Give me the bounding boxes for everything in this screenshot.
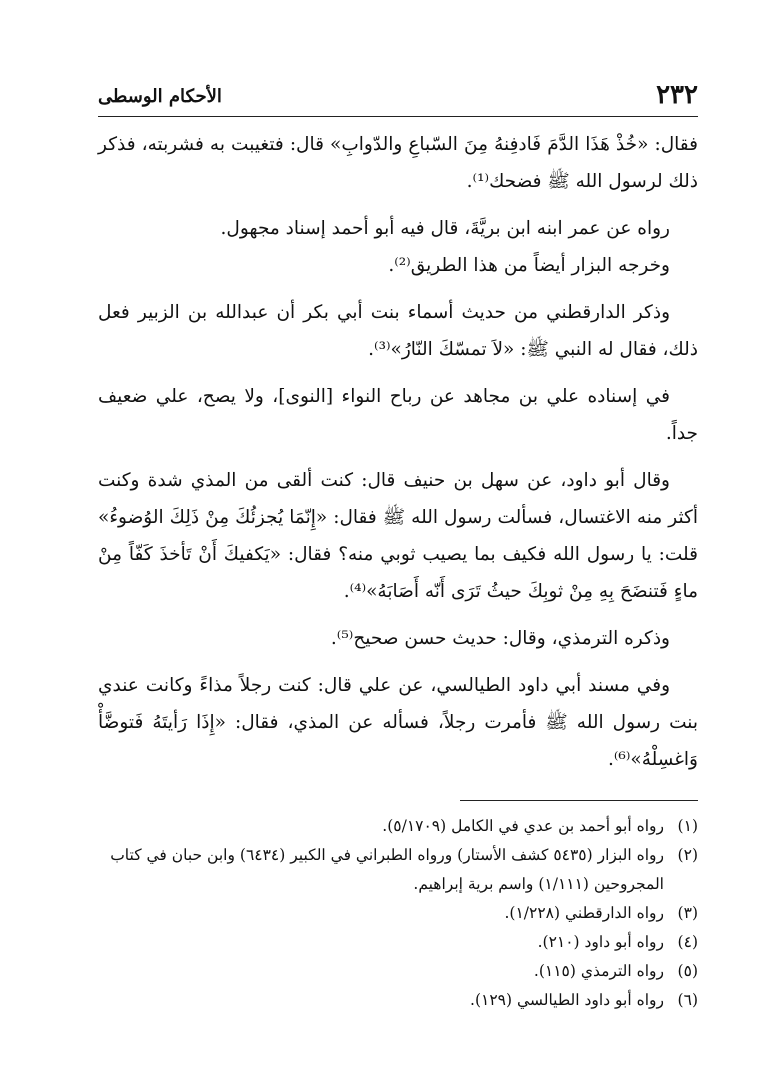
paragraph: وفي مسند أبي داود الطيالسي، عن علي قال: كنت رجلاً مذاءً وكانت عندي بنت رسول الله ﷺ فأمرت رجلاً، فسأله عن المذي، فقال: «إِذَا رَأيتَهُ فَتوضَّأْ وَاغسِلْهُ»⁽⁶⁾. xyxy=(98,675,698,770)
paragraph: وقال أبو داود، عن سهل بن حنيف قال: كنت ألقى من المذي شدة وكنت أكثر منه الاغتسال، فسألت رسول الله ﷺ فقال: «إِنّمَا يُجزئُكَ مِنْ ذَلِكَ الوُضوءُ» قلت: يا رسول الله فكيف بما يصيب ثوبي منه؟ فقال: «يَكفيكَ أَنْ تَأخذَ كَفّاً مِنْ ماءٍ فَتنضَحَ بِهِ مِنْ ثوبِكَ حيثُ تَرَى أَنّه أَصَابَهُ»⁽⁴⁾. xyxy=(98,470,698,602)
footnote-divider xyxy=(460,800,698,801)
paragraph: وذكره الترمذي، وقال: حديث حسن صحيح⁽⁵⁾. xyxy=(330,628,670,649)
footnote-text: رواه أبو داود (٢١٠). xyxy=(537,933,664,951)
paragraph: وذكر الدارقطني من حديث أسماء بنت أبي بكر أن عبدالله بن الزبير فعل ذلك، فقال له النبي ﷺ: «لاَ تمسّكَ النّارُ»⁽³⁾. xyxy=(98,302,698,360)
book-title: الأحكام الوسطى xyxy=(98,86,222,107)
footnote-number: (٢) xyxy=(677,846,698,864)
footnote-item xyxy=(98,812,698,841)
footnote-item xyxy=(98,986,698,1015)
footnote-text: رواه الدارقطني (١/٢٢٨). xyxy=(504,904,664,922)
paragraph: فقال: «خُذْ هَذَا الدَّمَ فَادفِنهُ مِنَ السّباعِ والدّوابِ» قال: فتغيبت به فشربته، فذكر ذلك لرسول الله ﷺ فضحك⁽¹⁾. xyxy=(98,134,698,192)
footnote-number: (٣) xyxy=(677,904,698,922)
footnotes xyxy=(98,812,698,1015)
footnote-number: (٦) xyxy=(677,991,698,1009)
main-text xyxy=(98,126,698,788)
paragraph: في إسناده علي بن مجاهد عن رباح النواء [النوى]، ولا يصح، علي ضعيف جداً. xyxy=(98,386,698,444)
footnote-item xyxy=(98,928,698,957)
footnote-text: رواه الترمذي (١١٥). xyxy=(533,962,664,980)
footnote-text: رواه البزار (٥٤٣٥ كشف الأستار) ورواه الطبراني في الكبير (٦٤٣٤) وابن حبان في كتاب المجروحين (١/١١١) واسم برية إبراهيم. xyxy=(110,846,664,893)
footnote-number: (١) xyxy=(677,817,698,835)
page-number: ٢٣٢ xyxy=(656,80,698,110)
footnote-item xyxy=(98,899,698,928)
paragraph: رواه عن عمر ابنه ابن بريَّةَ، قال فيه أبو أحمد إسناد مجهول. xyxy=(220,218,670,239)
footnote-number: (٥) xyxy=(677,962,698,980)
footnote-item xyxy=(98,841,698,899)
footnote-number: (٤) xyxy=(677,933,698,951)
page-header xyxy=(98,80,698,117)
footnote-text: رواه أبو داود الطيالسي (١٢٩). xyxy=(470,991,664,1009)
footnote-item xyxy=(98,957,698,986)
paragraph: وخرجه البزار أيضاً من هذا الطريق⁽²⁾. xyxy=(388,255,670,276)
footnote-text: رواه أبو أحمد بن عدي في الكامل (٥/١٧٠٩). xyxy=(382,817,664,835)
